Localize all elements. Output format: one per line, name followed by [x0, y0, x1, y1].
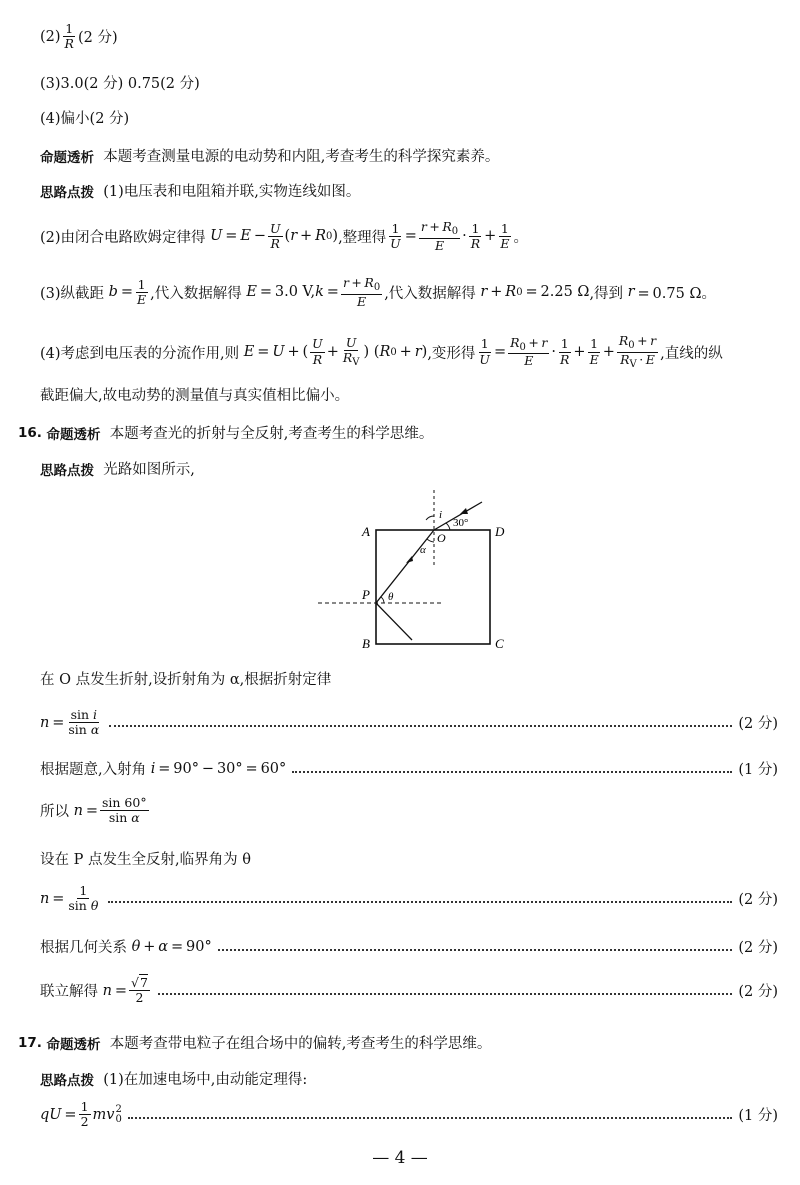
leader-dots	[109, 725, 732, 727]
hint-label: 思路点拨	[40, 184, 94, 201]
page-number: — 4 —	[372, 1148, 428, 1168]
leader-dots	[108, 901, 732, 903]
leader-dots	[218, 949, 733, 951]
q16-eq-3: 所以 n = $\frac{\sin 60^\circ}{\text{sin α}}$	[40, 795, 147, 826]
q16-analysis: 16. 命题透析 本题考查光的折射与全反射,考查考生的科学思维。	[18, 424, 434, 443]
analysis-label: 命题透析	[46, 426, 101, 443]
leader-dots	[292, 771, 732, 773]
q15-analysis: 命题透析 本题考查测量电源的电动势和内阻,考查考生的科学探究素养。	[40, 145, 778, 166]
label-30deg: 30°	[453, 517, 469, 529]
q16-text-4: 设在 P 点发生全反射,临界角为 θ	[40, 852, 251, 868]
q15-step-4: (4)考虑到电压表的分流作用,则 E = U + ( $\frac{U}{R}$ + $\frac{U}{R_V}$ ) ( R 0 + r ) ,变形得 $\frac{1}{U}$ = $\frac{R_0 + r}{E}$ · $\frac{1}{R}$ + $\frac{1}{E}$ + $\frac{R_0 + r}{R_V \cdot E}$ ,直线的纵	[40, 333, 723, 370]
q17-analysis: 17. 命题透析 本题考查带电粒子在组合场中的偏转,考查考生的科学思维。	[18, 1034, 492, 1053]
refracted-ray	[376, 530, 434, 603]
question-number: 17.	[18, 1034, 42, 1051]
q15-step-3: (3)纵截距 b = $\frac{1}{E}$ ,代入数据解得 E = 3.0 V, k = $\frac{r + R_0}{E}$ ,代入数据解得 r + R 0 = 2.25 Ω ,得到 r = 0.75 Ω。	[40, 275, 716, 309]
q15-step-4-cont: 截距偏大,故电动势的测量值与真实值相比偏小。	[40, 388, 350, 404]
label-a: A	[362, 524, 370, 539]
q16-hint: 思路点拨 光路如图所示,	[40, 458, 778, 479]
answer-item-4: (4)偏小(2 分)	[40, 111, 130, 127]
leader-dots	[128, 1117, 733, 1119]
arrow-icon	[406, 556, 413, 563]
leader-dots	[158, 993, 732, 995]
label-theta: θ	[388, 591, 394, 603]
label-o: O	[437, 531, 446, 545]
analysis-label: 命题透析	[40, 149, 94, 166]
label-d: D	[495, 524, 505, 539]
q16-text-1: 在 O 点发生折射,设折射角为 α,根据折射定律	[40, 672, 332, 688]
score: (1 分)	[738, 762, 778, 778]
label-c: C	[495, 636, 504, 651]
q17-hint: 思路点拨 (1)在加速电场中,由动能定理得:	[40, 1068, 778, 1089]
hint-label: 思路点拨	[40, 1072, 94, 1089]
q16-eq-4: n = $\frac{1}{\text{sin θ}}$ (2 分)	[40, 883, 778, 914]
angle-arc-alpha	[427, 539, 434, 542]
angle-arc-i	[426, 516, 434, 520]
q17-eq-1: qU = $\frac{1}{2}$ mv 2 0 (1 分)	[40, 1099, 778, 1130]
hint-label: 思路点拨	[40, 462, 94, 479]
answer-item-2: (2) $\frac{1}{R}$ (2 分)	[40, 21, 118, 52]
question-number: 16.	[18, 424, 42, 441]
angle-arc-theta	[381, 597, 384, 603]
q15-step-2: (2)由闭合电路欧姆定律得 U = E − $\frac{U}{R}$ ( r + R 0 ) ,整理得 $\frac{1}{U}$ = $\frac{r + R_0}{E}$ · $\frac{1}{R}$ + $\frac{1}{E}$ 。	[40, 219, 528, 253]
label-alpha: α	[420, 544, 426, 556]
answer-item-3: (3)3.0(2 分) 0.75(2 分)	[40, 76, 200, 92]
score: (2 分)	[738, 892, 778, 909]
score: (1 分)	[738, 1108, 778, 1125]
q16-eq-2: 根据题意,入射角 i = 90° − 30° = 60° (1 分)	[40, 758, 778, 779]
q16-eq-5: 根据几何关系 θ + α = 90° (2 分)	[40, 936, 778, 957]
q15-hint: 思路点拨 (1)电压表和电阻箱并联,实物连线如图。	[40, 180, 778, 201]
angle-arc-30	[446, 523, 450, 530]
arrow-icon	[460, 508, 468, 514]
q16-eq-6: 联立解得 n = $\frac{√7}{2}$ (2 分)	[40, 975, 778, 1006]
score: (2 分)	[738, 984, 778, 1001]
label-p: P	[362, 587, 370, 602]
score: (2 分)	[738, 940, 778, 956]
square-abcd	[376, 530, 490, 644]
optics-diagram	[300, 490, 510, 655]
label-i: i	[439, 509, 443, 521]
score: (2 分)	[738, 716, 778, 733]
analysis-label: 命题透析	[46, 1036, 101, 1053]
reflected-ray	[376, 603, 412, 640]
label-b: B	[362, 636, 370, 651]
q16-eq-1: n = $\frac{\text{sin i}}{\text{sin α}}$ (2 分)	[40, 707, 778, 738]
fraction: $\frac{1}{R}$	[64, 21, 74, 52]
